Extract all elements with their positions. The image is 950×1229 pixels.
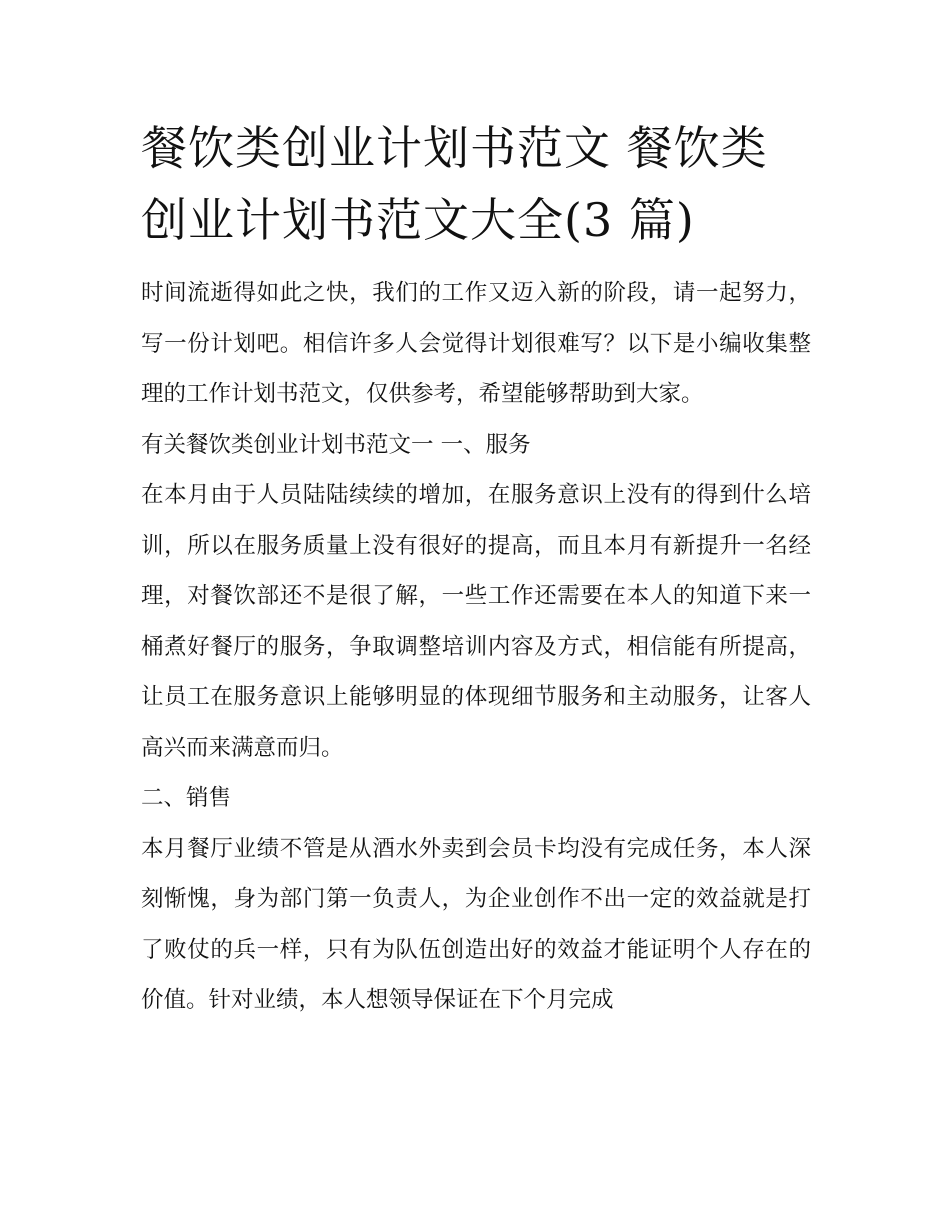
intro-paragraph: 时间流逝得如此之快，我们的工作又迈入新的阶段，请一起努力，写一份计划吧。相信许多人会觉得计划很难写？以下是小编收集整理的工作计划书范文，仅供参考，希望能够帮助到大家。: [141, 280, 811, 407]
document-page: [141, 112, 811, 1026]
section-2-body: 本月餐厅业绩不管是从酒水外卖到会员卡均没有完成任务，本人深刻惭愧，身为部门第一负责人，为企业创作不出一定的效益就是打了败仗的兵一样，只有为队伍创造出好的效益才能证明个人存在的价值。针对业绩，本人想领导保证在下个月完成: [141, 835, 811, 1013]
section-1-body: 在本月由于人员陆陆续续的增加，在服务意识上没有的得到什么培训，所以在服务质量上没有很好的提高，而且本月有新提升一名经理，对餐饮部还不是很了解，一些工作还需要在本人的知道下来一桶煮好餐厅的服务，争取调整培训内容及方式，相信能有所提高，让员工在服务意识上能够明显的体现细节服务和主动服务，让客人高兴而来满意而归。: [141, 482, 811, 761]
section-2-heading: 二、销售: [141, 785, 232, 811]
document-title: 餐饮类创业计划书范文 餐饮类创业计划书范文大全(3 篇): [141, 121, 768, 247]
section-1-heading: 有关餐饮类创业计划书范文一 一、服务: [141, 431, 531, 458]
